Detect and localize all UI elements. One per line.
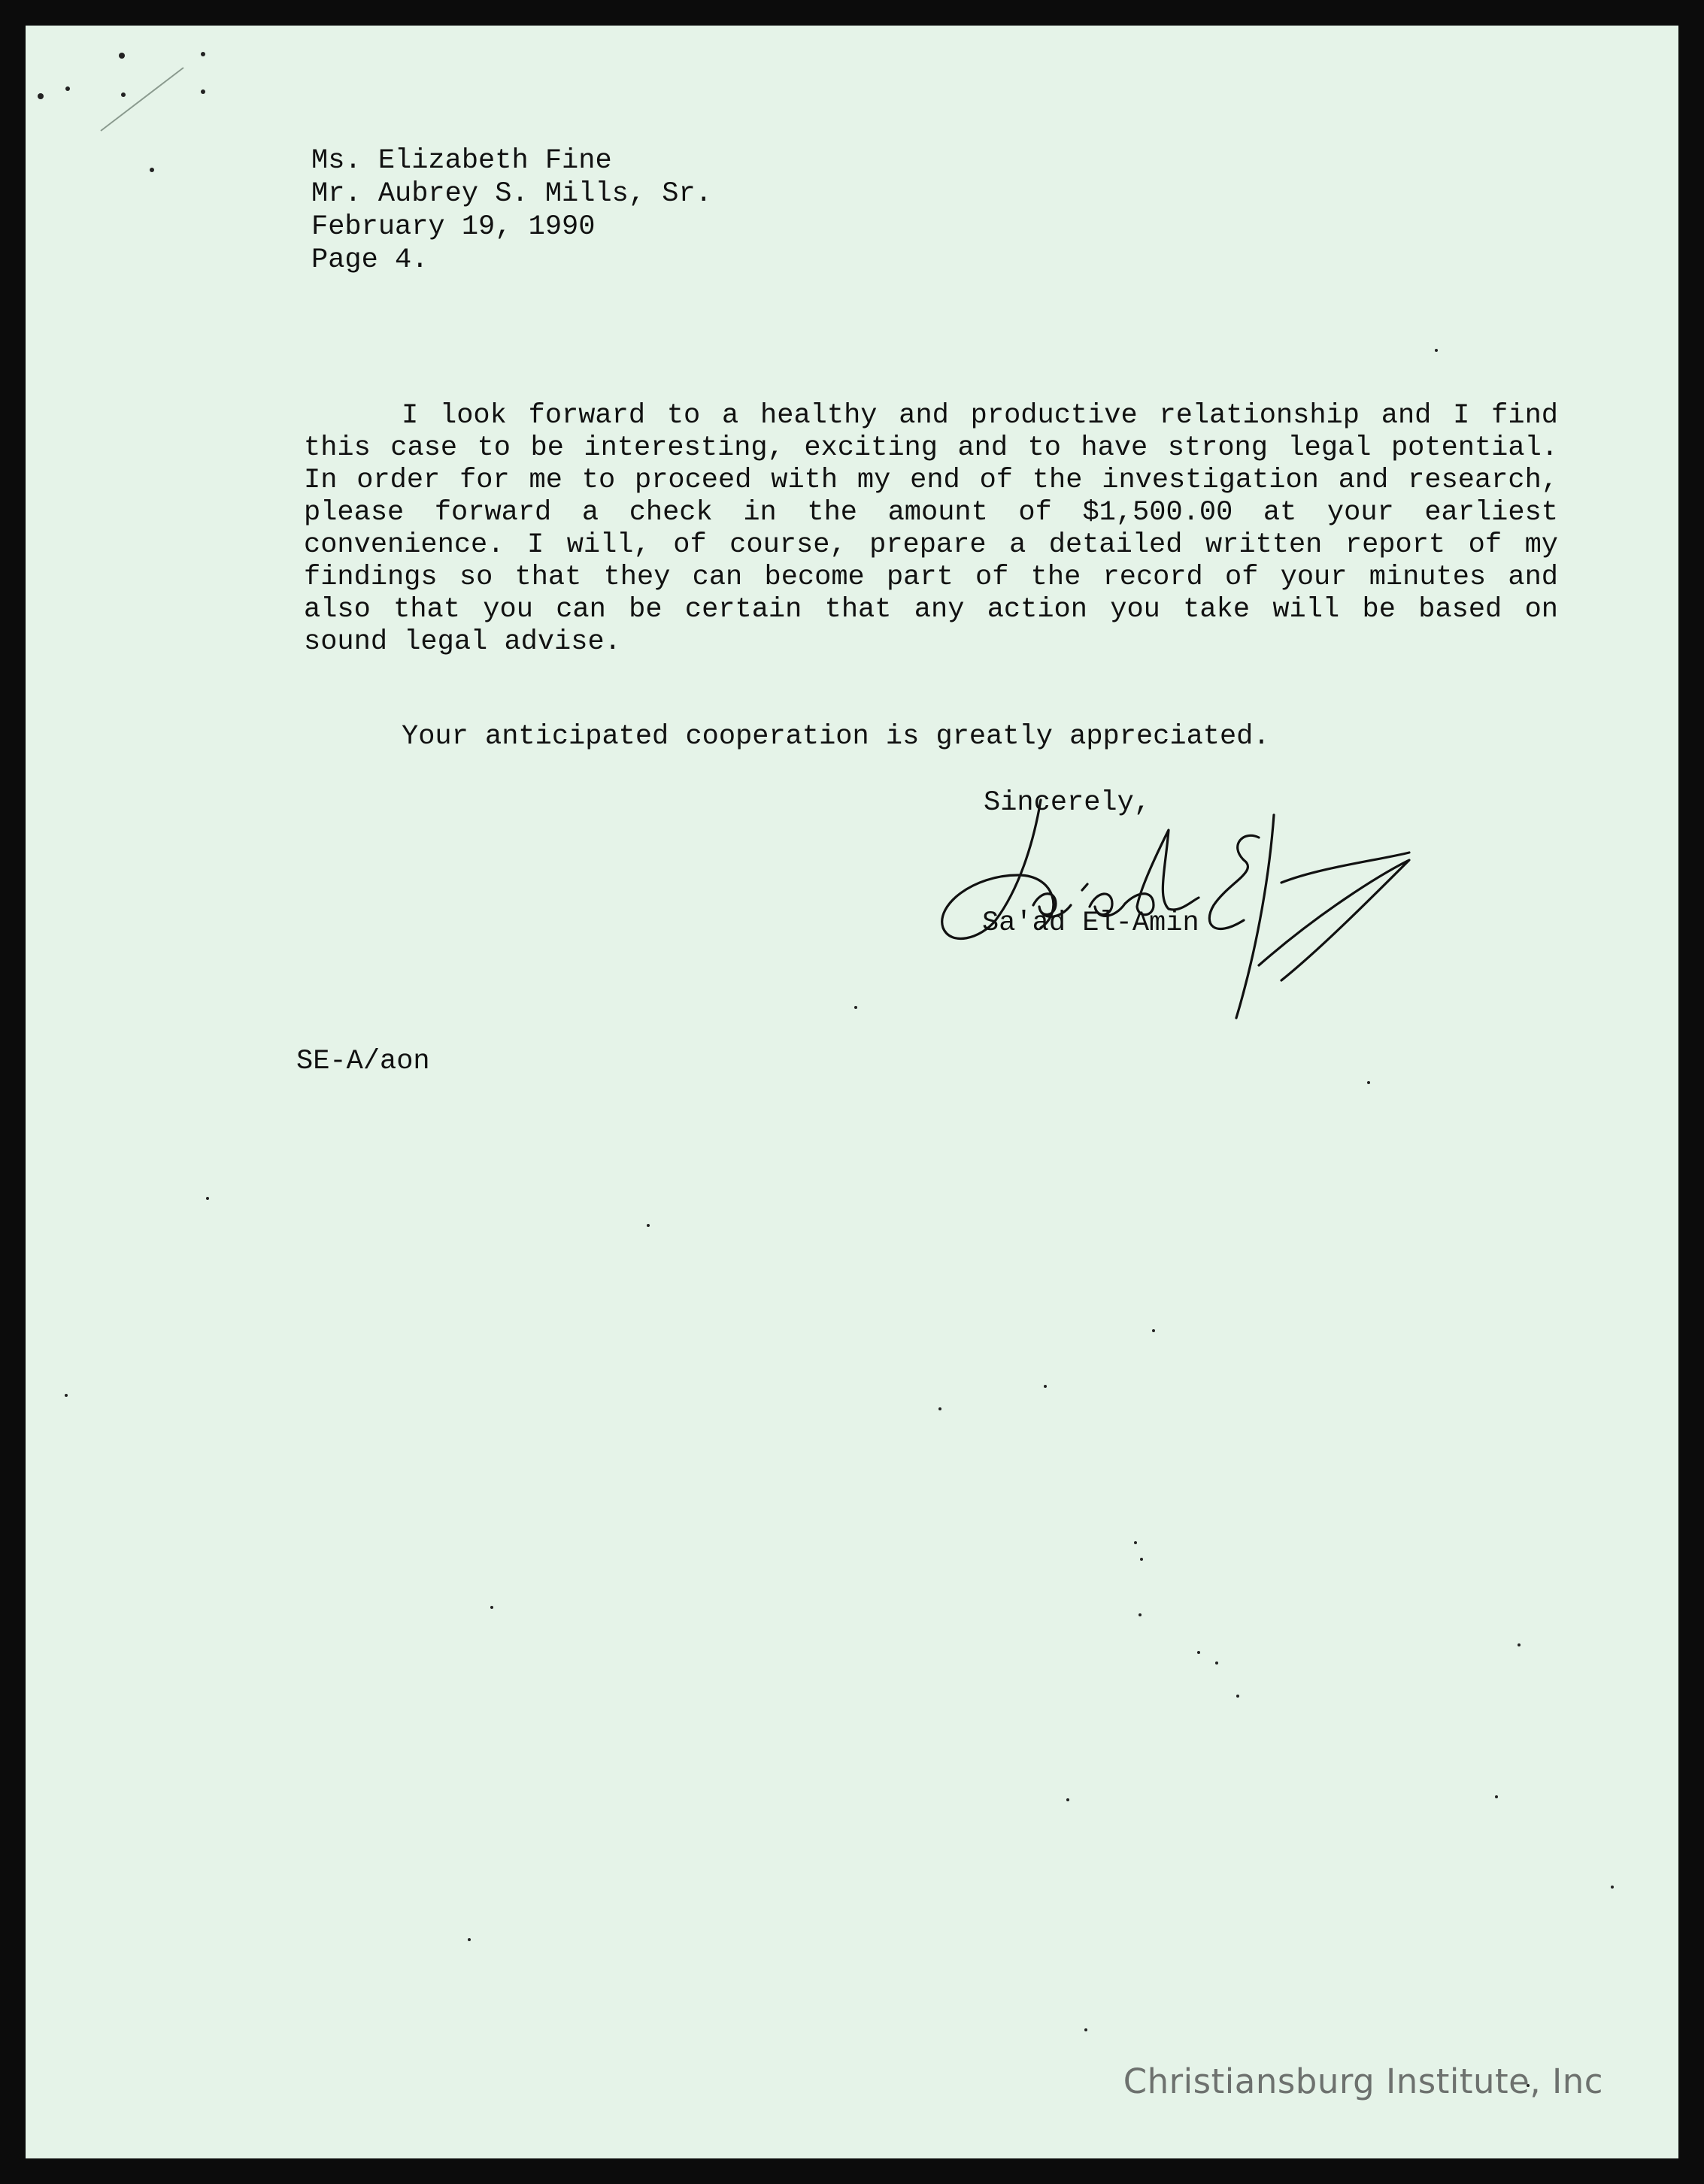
page-number: Page 4.	[311, 244, 429, 276]
recipient-line-1: Ms. Elizabeth Fine	[311, 145, 612, 177]
reference-initials: SE-A/aon	[296, 1046, 430, 1077]
letter-date: February 19, 1990	[311, 211, 596, 243]
recipient-line-2: Mr. Aubrey S. Mills, Sr.	[311, 178, 712, 210]
body-paragraph-1: I look forward to a healthy and productive relationship and I find this case to be interesting, exciting and to have strong legal potential. In order for me to proceed with my end of the investigation and research, please forward a check in the amount of $1,500.00 at your earliest convenience. I will, of course, prepare a detailed written report of my findings so that they can become part of the record of your minutes and also that you can be certain that any action you take will be based on sound legal advise.	[304, 400, 1558, 658]
letter-header	[311, 144, 988, 277]
closing-salutation: Sincerely,	[984, 787, 1151, 819]
body-paragraph-2: Your anticipated cooperation is greatly appreciated.	[402, 721, 1270, 753]
paper-specks	[26, 26, 1678, 2158]
letter-page	[26, 26, 1678, 2158]
archive-watermark: Christiansburg Institute, Inc	[1123, 2061, 1603, 2101]
signer-name: Sa'ad El-Amin	[982, 907, 1199, 939]
handwritten-signature	[928, 777, 1560, 1033]
